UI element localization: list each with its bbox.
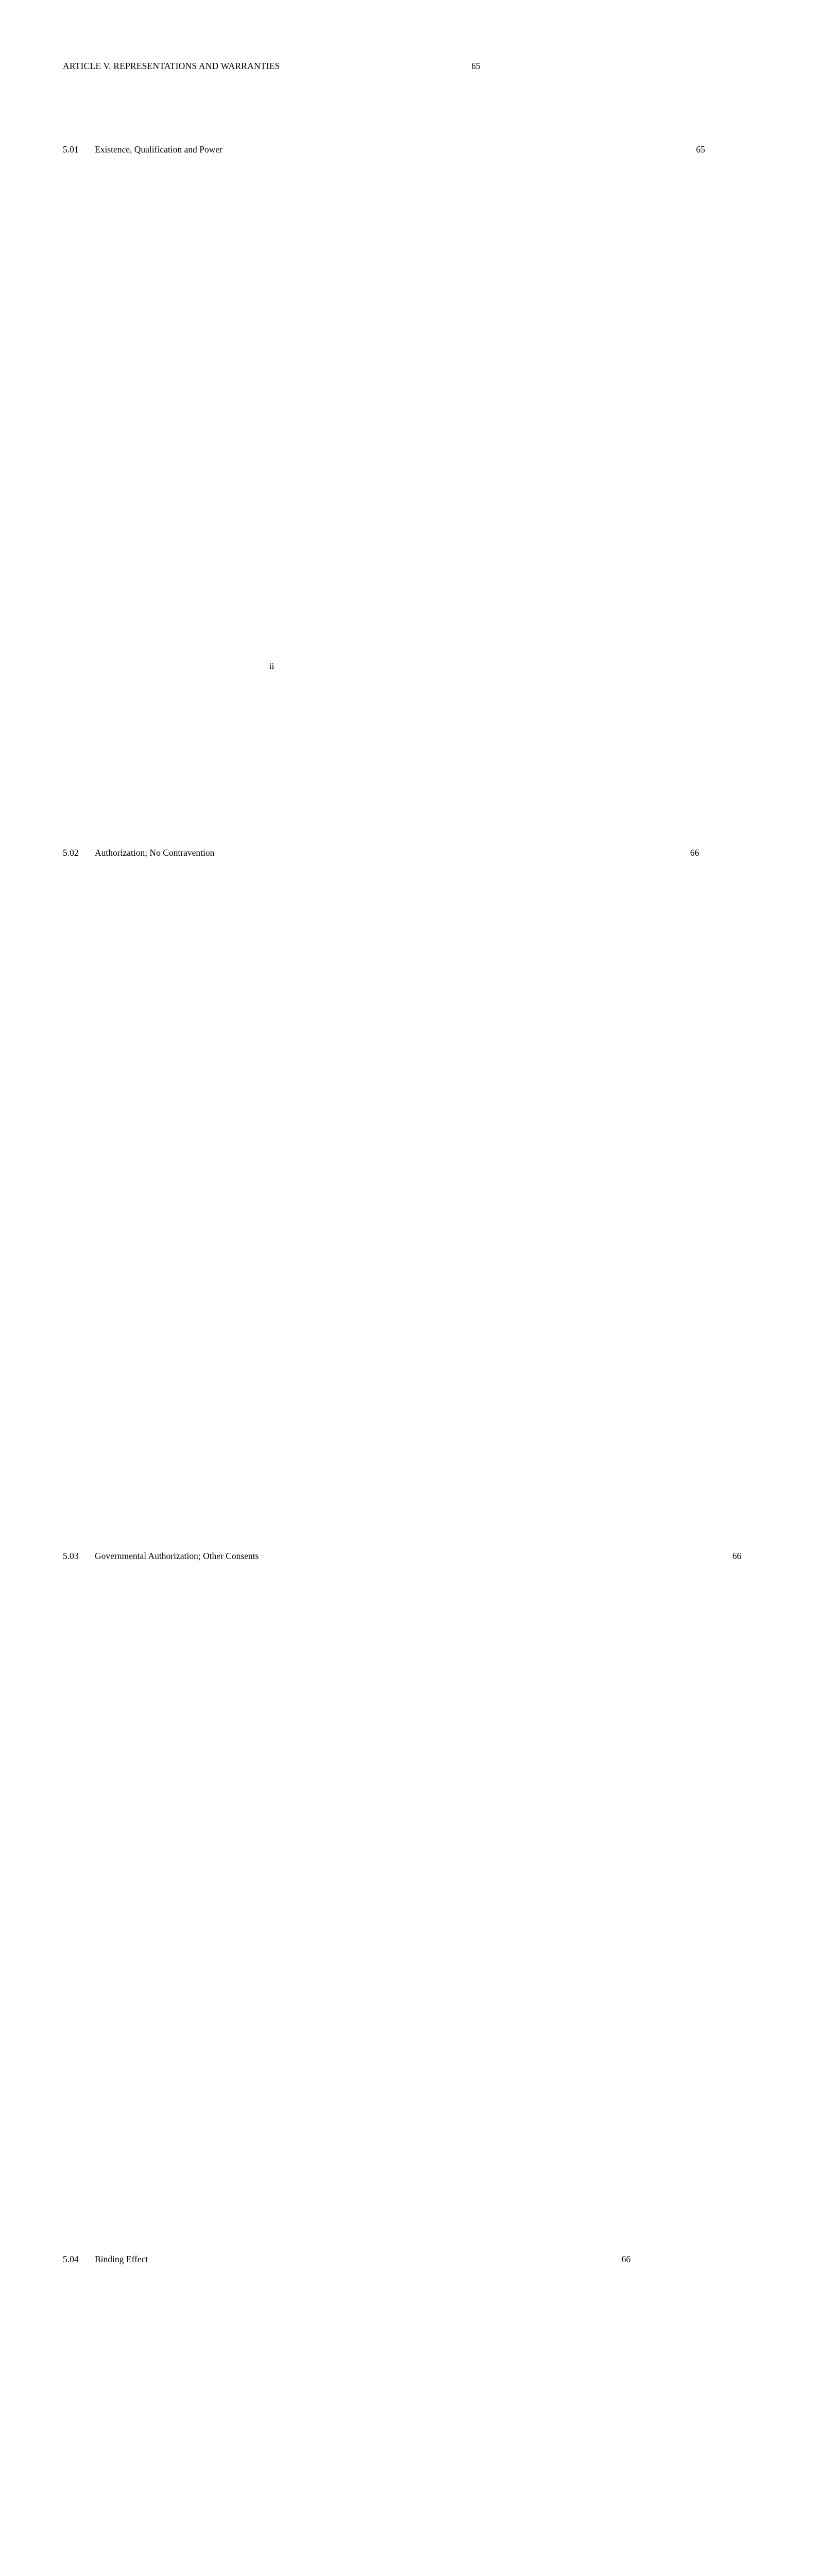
toc-entry[interactable] bbox=[63, 786, 699, 1489]
toc-entry-page-number: 66 bbox=[621, 2254, 631, 2264]
toc-entry-title: Existence, Qualification and Power bbox=[95, 144, 223, 155]
toc-article-title: ARTICLE V. REPRESENTATIONS AND WARRANTIES bbox=[63, 61, 280, 71]
toc-entry-number: 5.02 bbox=[63, 848, 79, 858]
toc-article-page-number: 65 bbox=[471, 61, 481, 71]
article-spacer bbox=[63, 72, 481, 83]
table-of-contents bbox=[63, 61, 742, 2576]
toc-entry-number: 5.03 bbox=[63, 1551, 79, 1561]
toc-entry[interactable] bbox=[63, 1489, 742, 2193]
page-number-footer: ii bbox=[269, 661, 275, 671]
toc-entry-number: 5.04 bbox=[63, 2254, 79, 2264]
toc-entry-number: 5.01 bbox=[63, 144, 79, 155]
toc-entry-title: Binding Effect bbox=[95, 2254, 148, 2264]
toc-entry[interactable] bbox=[63, 83, 705, 786]
toc-entry-title: Authorization; No Contravention bbox=[95, 848, 215, 858]
toc-article-row[interactable] bbox=[63, 61, 481, 72]
toc-entry-page-number: 66 bbox=[732, 1551, 742, 1561]
toc-entry-page-number: 66 bbox=[690, 848, 699, 858]
toc-entry-page-number: 65 bbox=[696, 144, 705, 155]
toc-entry-title: Governmental Authorization; Other Consents bbox=[95, 1551, 259, 1561]
toc-entry[interactable] bbox=[63, 2193, 631, 2576]
